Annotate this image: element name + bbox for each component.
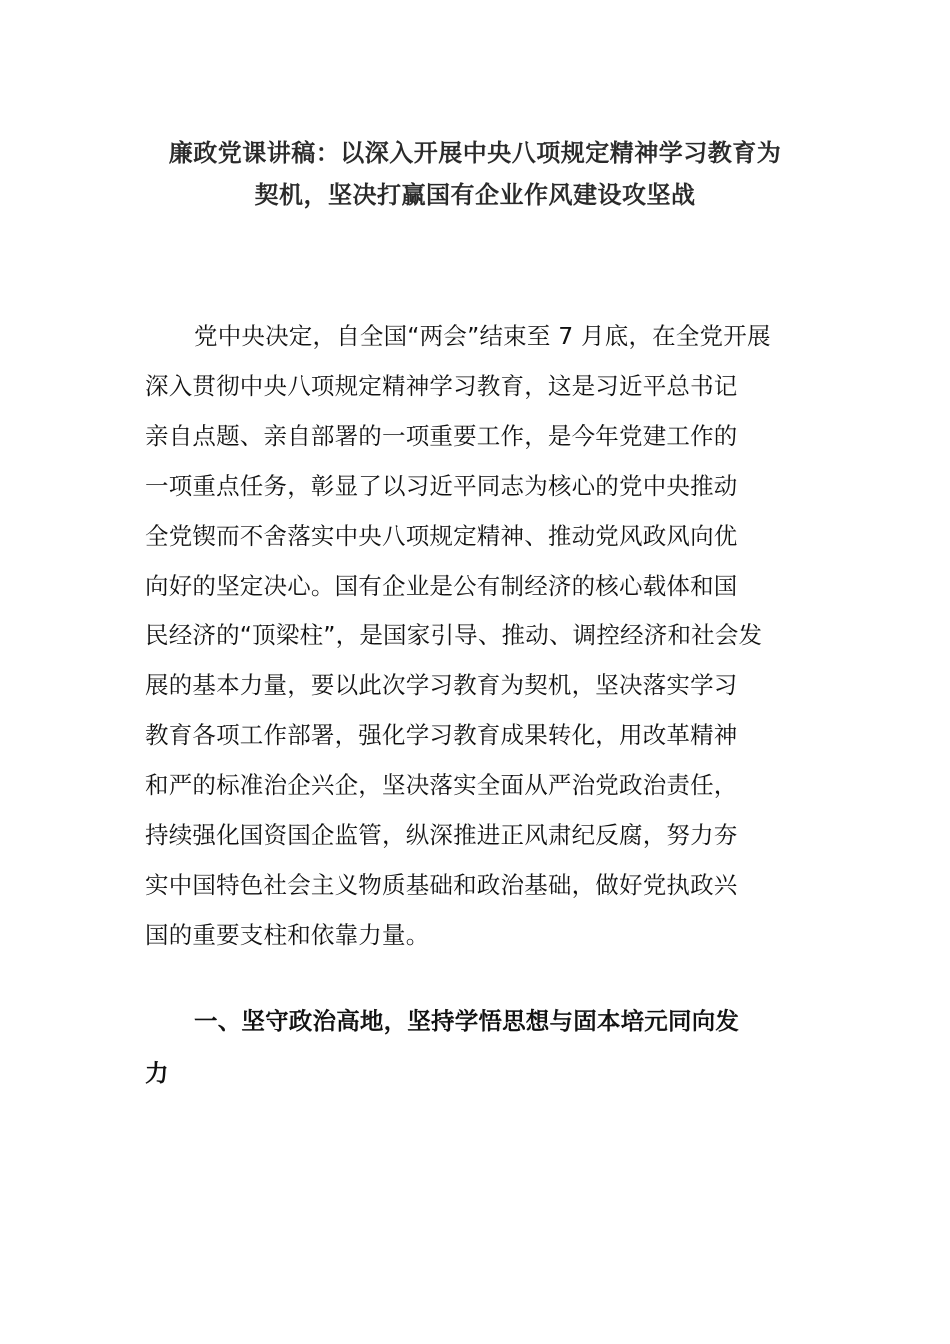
paragraph-line: 实中国特色社会主义物质基础和政治基础，做好党执政兴 [145, 870, 738, 899]
paragraph-line: 深入贯彻中央八项规定精神学习教育，这是习近平总书记 [145, 371, 738, 400]
paragraph-line: 教育各项工作部署，强化学习教育成果转化，用改革精神 [145, 721, 738, 750]
paragraph-line: 一项重点任务，彰显了以习近平同志为核心的党中央推动 [145, 471, 738, 500]
document-title [145, 132, 805, 216]
paragraph-line: 展的基本力量，要以此次学习教育为契机，坚决落实学习 [145, 671, 738, 700]
heading-line: 力 [145, 1059, 169, 1087]
paragraph-line: 持续强化国资国企监管，纵深推进正风肃纪反腐，努力夯 [145, 821, 738, 850]
paragraph-line: 向好的坚定决心。国有企业是公有制经济的核心载体和国 [145, 571, 738, 600]
heading-line: 一、坚守政治高地，坚持学悟思想与固本培元同向发 [194, 1007, 740, 1035]
paragraph-line: 民经济的“顶梁柱”，是国家引导、推动、调控经济和社会发 [145, 621, 763, 650]
paragraph-line: 亲自点题、亲自部署的一项重要工作，是今年党建工作的 [145, 421, 738, 450]
paragraph-line: 国的重要支柱和依靠力量。 [145, 920, 430, 949]
intro-paragraph [145, 312, 805, 961]
title-line: 廉政党课讲稿：以深入开展中央八项规定精神学习教育为 [168, 139, 782, 167]
title-line: 契机，坚决打赢国有企业作风建设攻坚战 [254, 181, 696, 209]
paragraph-line: 和严的标准治企兴企，坚决落实全面从严治党政治责任， [145, 771, 738, 800]
section-heading [145, 995, 805, 1099]
paragraph-line: 党中央决定，自全国“两会”结束至 7 月底，在全党开展 [194, 322, 771, 350]
paragraph-line: 全党锲而不舍落实中央八项规定精神、推动党风政风向优 [145, 521, 738, 550]
